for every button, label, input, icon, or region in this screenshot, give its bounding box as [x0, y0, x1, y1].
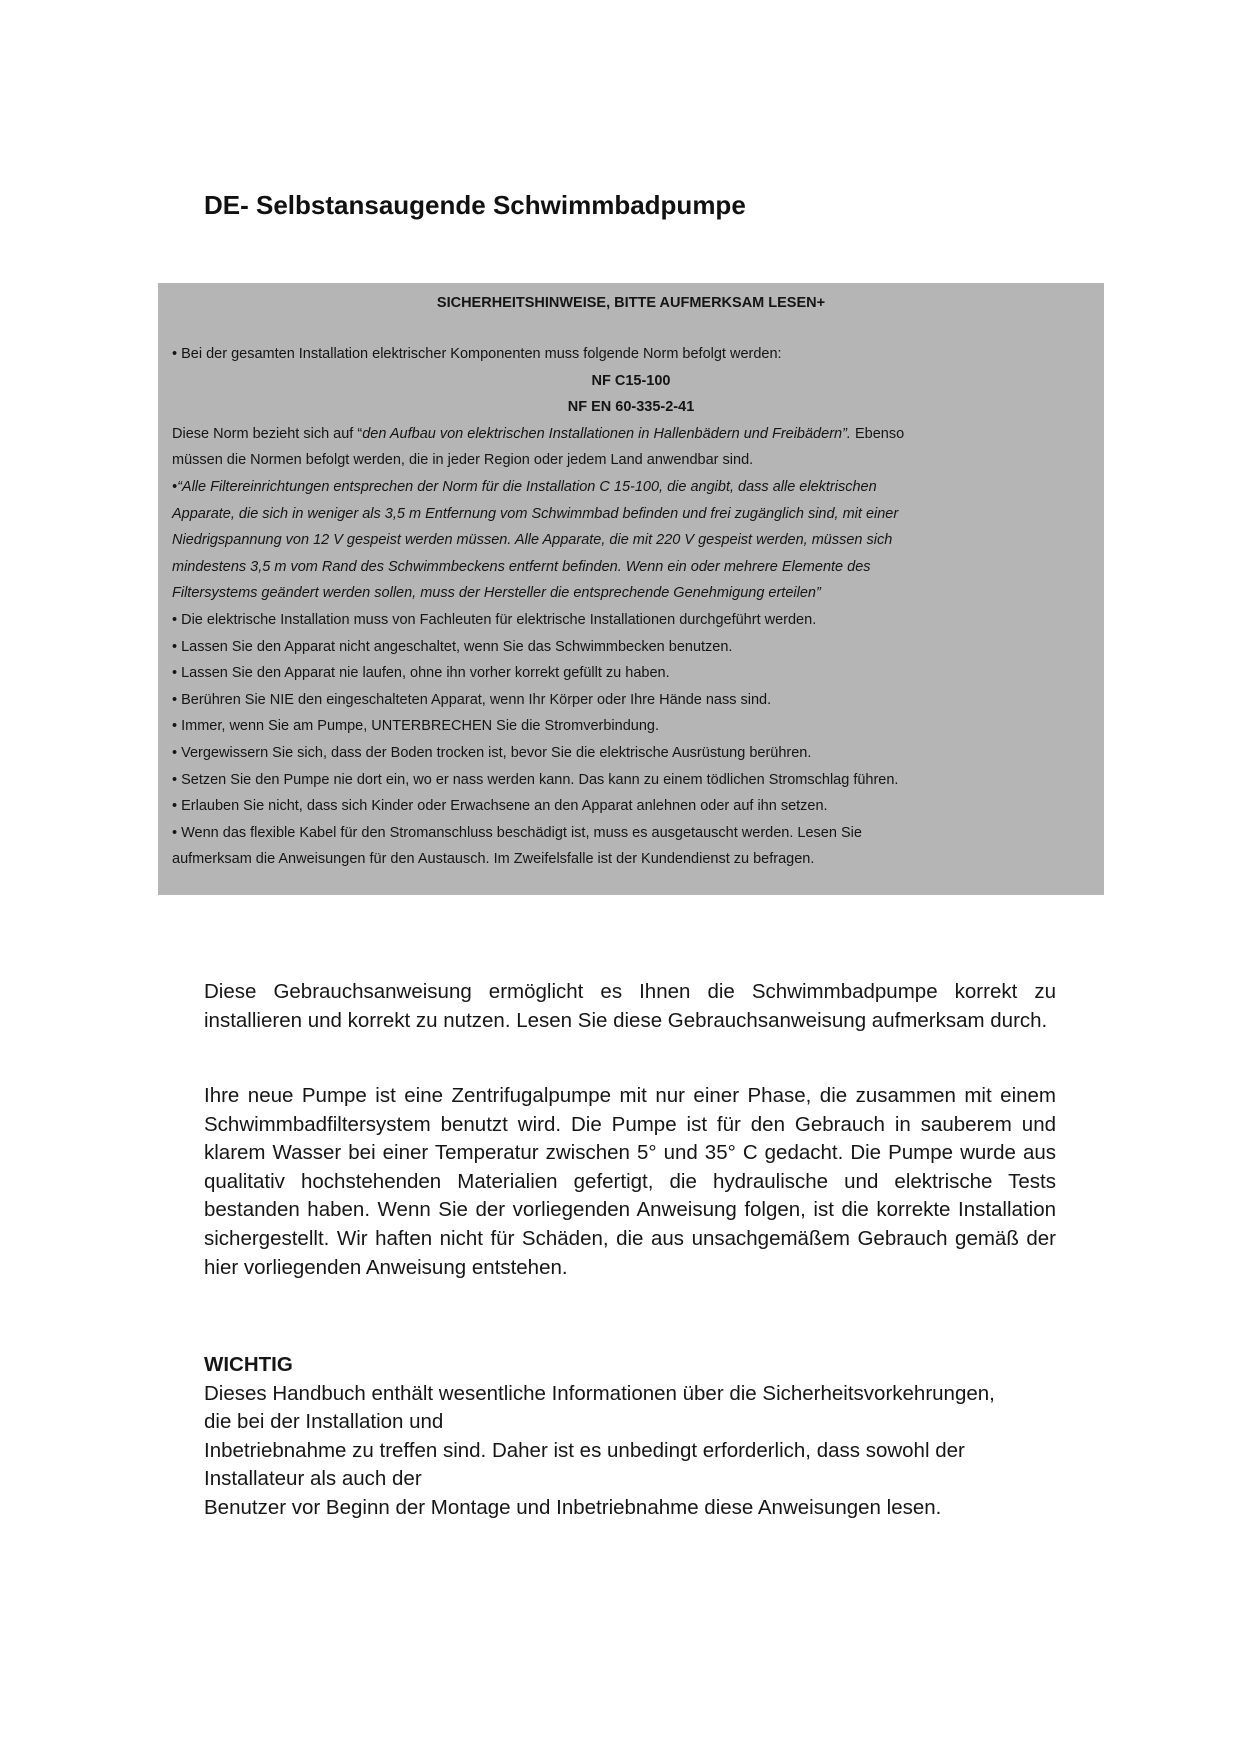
norm-reference-prefix: Diese Norm bezieht sich auf “ — [172, 425, 363, 442]
important-label: WICHTIG — [204, 1353, 293, 1376]
safety-bullet: • Lassen Sie den Apparat nicht angeschaltet, wenn Sie das Schwimmbecken benutzen. — [172, 638, 733, 655]
filter-quote-line: Niedrigspannung von 12 V gespeist werden müssen. Alle Apparate, die mit 220 V gespeist werden, müssen sich — [172, 532, 893, 549]
safety-heading: SICHERHEITSHINWEISE, BITTE AUFMERKSAM LESEN+ — [436, 295, 826, 311]
intro-paragraph-1 — [204, 978, 1056, 1035]
safety-bullet: • Immer, wenn Sie am Pumpe, UNTERBRECHEN Sie die Stromverbindung. — [172, 718, 659, 735]
safety-bullet: • Lassen Sie den Apparat nie laufen, ohne ihn vorher korrekt gefüllt zu haben. — [172, 665, 670, 682]
safety-notice-box — [158, 283, 1104, 895]
cable-warning-line-1: • Wenn das flexible Kabel für den Stromanschluss beschädigt ist, muss es ausgetauscht werden. Lesen Sie — [172, 824, 862, 841]
safety-bullet: • Setzen Sie den Pumpe nie dort ein, wo er nass werden kann. Das kann zu einem tödlichen Stromschlag führen. — [172, 771, 899, 788]
filter-quote-line: •“Alle Filtereinrichtungen entsprechen der Norm für die Installation C 15-100, die angibt, dass alle elektrischen — [172, 478, 877, 495]
intro-paragraph-2-text: Ihre neue Pumpe ist eine Zentrifugalpumpe mit nur einer Phase, die zusammen mit einem Schwimmbadfiltersystem benutzt wird. Die Pumpe ist für den Gebrauch in sauberem und klarem Wasser bei einer Temperatur zwischen 5° und 35° C gedacht. Die Pumpe wurde aus qualitativ hochstehenden Materialien gefertigt, die hydraulische und elektrische Tests bestanden haben. Wenn Sie der vorliegenden Anweisung folgen, ist die korrekte Installation sichergestellt. Wir haften nicht für Schäden, die aus unsachgemäßem Gebrauch gemäß der hier vorliegenden Anweisung entstehen. — [204, 1084, 1056, 1279]
important-line: die bei der Installation und — [204, 1410, 444, 1434]
filter-quote-line: mindestens 3,5 m vom Rand des Schwimmbeckens entfernt befinden. Wenn ein oder mehrere Elemente des — [172, 558, 871, 575]
filter-quote-line: Filtersystems geändert werden sollen, muss der Hersteller die entsprechende Genehmigung erteilen” — [172, 585, 821, 602]
intro-paragraph-2 — [204, 1082, 1056, 1282]
filter-quote-line: Apparate, die sich in weniger als 3,5 m Entfernung vom Schwimmbad befinden und frei zugänglich sind, mit einer — [172, 505, 899, 522]
norm-nf-c15-100: NF C15-100 — [591, 372, 671, 389]
important-line: Inbetriebnahme zu treffen sind. Daher ist es unbedingt erforderlich, dass sowohl der — [204, 1438, 965, 1462]
norm-reference-line-2: müssen die Normen befolgt werden, die in jeder Region oder jedem Land anwendbar sind. — [172, 452, 754, 469]
safety-bullet: • Vergewissern Sie sich, dass der Boden trocken ist, bevor Sie die elektrische Ausrüstung berühren. — [172, 744, 812, 761]
important-line: Dieses Handbuch enthält wesentliche Informationen über die Sicherheitsvorkehrungen, — [204, 1381, 995, 1405]
norm-reference-suffix: Ebenso — [850, 425, 905, 442]
important-line: Installateur als auch der — [204, 1467, 422, 1491]
page-title: DE- Selbstansaugende Schwimmbadpumpe — [204, 190, 746, 220]
important-line: Benutzer vor Beginn der Montage und Inbetriebnahme diese Anweisungen lesen. — [204, 1495, 942, 1519]
safety-line-installation-norm: • Bei der gesamten Installation elektrischer Komponenten muss folgende Norm befolgt werden: — [172, 346, 782, 362]
safety-bullet: • Berühren Sie NIE den eingeschalteten Apparat, wenn Ihr Körper oder Ihre Hände nass sind. — [172, 691, 772, 708]
norm-reference — [172, 421, 1090, 448]
norm-nf-en-60-335: NF EN 60-335-2-41 — [567, 399, 695, 416]
safety-bullet: • Erlauben Sie nicht, dass sich Kinder oder Erwachsene an den Apparat anlehnen oder auf ihn setzen. — [172, 798, 828, 815]
norm-reference-quote: den Aufbau von elektrischen Installationen in Hallenbädern und Freibädern”. — [362, 425, 851, 442]
intro-paragraph-1-text: Diese Gebrauchsanweisung ermöglicht es Ihnen die Schwimmbadpumpe korrekt zu installieren und korrekt zu nutzen. Lesen Sie diese Gebrauchsanweisung aufmerksam durch. — [204, 980, 1056, 1032]
important-section — [204, 1351, 1056, 1523]
cable-warning-line-2: aufmerksam die Anweisungen für den Austausch. Im Zweifelsfalle ist der Kundendienst zu befragen. — [172, 851, 815, 868]
safety-bullet: • Die elektrische Installation muss von Fachleuten für elektrische Installationen durchgeführt werden. — [172, 611, 817, 628]
